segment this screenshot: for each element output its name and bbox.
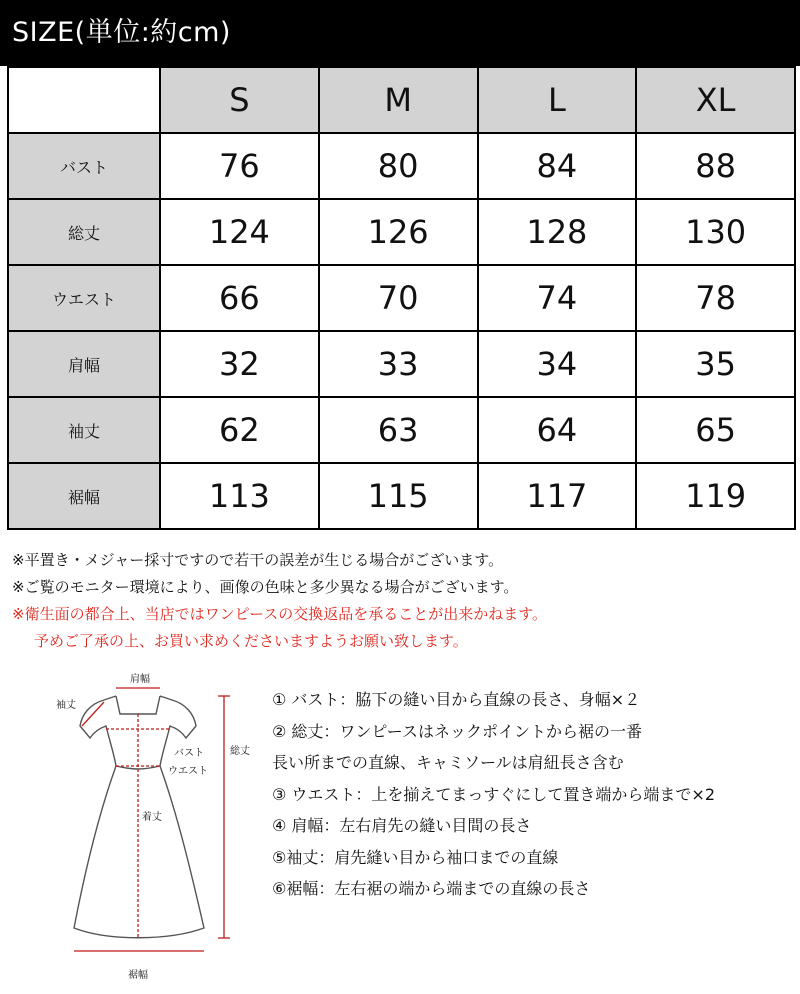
row-label-bust: バスト (8, 133, 160, 199)
description-line: ② 総丈：ワンピースはネックポイントから裾の一番 (272, 721, 642, 741)
table-cell: 130 (636, 199, 795, 265)
row-label-total-length: 総丈 (8, 199, 160, 265)
description-line: ⑤袖丈：肩先縫い目から袖口までの直線 (272, 847, 559, 867)
table-cell: 74 (478, 265, 637, 331)
label-waist: ウエスト (168, 766, 208, 777)
table-row (8, 199, 795, 265)
label-hem: 裾幅 (128, 970, 148, 981)
table-row (8, 265, 795, 331)
description-line: ⑥裾幅：左右裾の端から端までの直線の長さ (272, 879, 591, 898)
label-bust: バスト (174, 748, 204, 759)
label-body-length: 着丈 (142, 812, 162, 823)
dress-diagram (38, 666, 268, 986)
table-row (8, 133, 795, 199)
row-label-waist: ウエスト (8, 265, 160, 331)
description-line: ③ ウエスト：上を揃えてまっすぐにして置き端から端まで×2 (272, 784, 716, 804)
table-cell: 76 (160, 133, 319, 199)
table-cell: 34 (478, 331, 637, 397)
table-cell: 63 (319, 397, 478, 463)
table-cell: 32 (160, 331, 319, 397)
table-cell: 124 (160, 199, 319, 265)
notes-block (12, 547, 792, 655)
size-header-xl: XL (636, 67, 795, 133)
table-row (8, 397, 795, 463)
size-header-m: M (319, 67, 478, 133)
label-sleeve: 袖丈 (56, 700, 76, 711)
table-cell: 65 (636, 397, 795, 463)
table-cell: 88 (636, 133, 795, 199)
table-cell: 128 (478, 199, 637, 265)
table-cell: 80 (319, 133, 478, 199)
table-cell: 33 (319, 331, 478, 397)
size-table (7, 66, 796, 530)
table-cell: 35 (636, 331, 795, 397)
size-header-l: L (478, 67, 637, 133)
table-cell: 119 (636, 463, 795, 529)
table-cell: 78 (636, 265, 795, 331)
label-shoulder: 肩幅 (130, 674, 150, 685)
measurement-descriptions (272, 684, 792, 905)
table-cell: 66 (160, 265, 319, 331)
table-cell: 115 (319, 463, 478, 529)
size-header-row (8, 67, 795, 133)
note-line: ※ご覧のモニター環境により、画像の色味と多少異なる場合がございます。 (12, 578, 519, 596)
description-line: ① バスト：脇下の縫い目から直線の長さ、身幅×２ (272, 690, 641, 709)
dress-outline-icon (38, 666, 268, 986)
note-warning: 予めご了承の上、お買い求めくださいますようお願い致します。 (34, 632, 468, 650)
corner-cell (8, 67, 160, 133)
note-line: ※平置き・メジャー採寸ですので若干の誤差が生じる場合がございます。 (12, 551, 504, 569)
note-warning: ※衛生面の都合上、当店ではワンピースの交換返品を承ることが出来かねます。 (12, 605, 548, 623)
table-cell: 64 (478, 397, 637, 463)
description-line: 長い所までの直線、キャミソールは肩紐長さ含む (272, 753, 624, 772)
size-header-s: S (160, 67, 319, 133)
table-cell: 62 (160, 397, 319, 463)
row-label-sleeve: 袖丈 (8, 397, 160, 463)
page-header (0, 0, 800, 66)
row-label-shoulder: 肩幅 (8, 331, 160, 397)
table-row (8, 331, 795, 397)
table-cell: 126 (319, 199, 478, 265)
header-title: SIZE(単位:約cm) (12, 17, 231, 48)
description-line: ④ 肩幅：左右肩先の縫い目間の長さ (272, 816, 532, 835)
row-label-hem-width: 裾幅 (8, 463, 160, 529)
table-cell: 84 (478, 133, 637, 199)
table-cell: 117 (478, 463, 637, 529)
table-cell: 113 (160, 463, 319, 529)
table-row (8, 463, 795, 529)
label-total-length: 総丈 (230, 746, 250, 757)
table-cell: 70 (319, 265, 478, 331)
